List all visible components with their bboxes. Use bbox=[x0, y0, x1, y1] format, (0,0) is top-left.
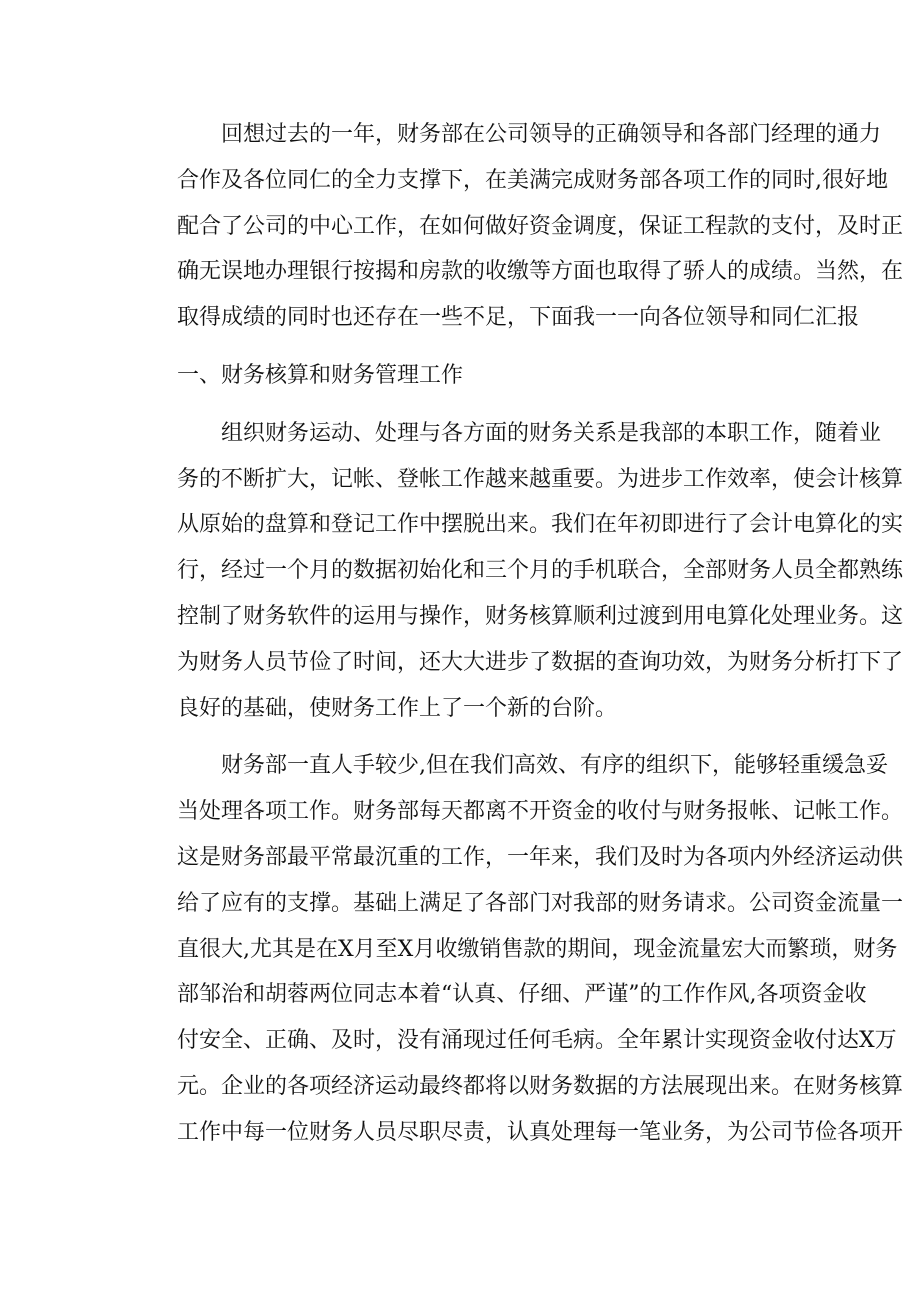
text-line: 元。企业的各项经济运动最终都将以财务数据的方法展现出来。在财务核算 bbox=[177, 1073, 904, 1099]
paragraph-intro bbox=[133, 112, 904, 341]
text-line: 配合了公司的中心工作，在如何做好资金调度，保证工程款的支付，及时正 bbox=[177, 213, 904, 239]
text-line: 回想过去的一年，财务部在公司领导的正确领导和各部门经理的通力 bbox=[221, 122, 882, 147]
text-line: 控制了财务软件的运用与操作，财务核算顺利过渡到用电算化处理业务。这 bbox=[177, 603, 904, 629]
text-line: 这是财务部最平常最沉重的工作，一年来，我们及时为各项内外经济运动供 bbox=[177, 844, 904, 870]
text-line: 财务部一直人手较少,但在我们高效、有序的组织下，能够轻重缓急妥 bbox=[221, 753, 888, 779]
text-line: 行，经过一个月的数据初始化和三个月的手机联合，全部财务人员全都熟练 bbox=[177, 558, 904, 584]
paragraph-staffing bbox=[133, 743, 904, 1155]
section-heading: 一、财务核算和财务管理工作 bbox=[177, 362, 464, 388]
text-line: 确无误地办理银行按揭和房款的收缴等方面也取得了骄人的成绩。当然，在 bbox=[177, 259, 904, 285]
text-line: 取得成绩的同时也还存在一些不足，下面我一一向各位领导和同仁汇报 bbox=[177, 305, 860, 331]
text-line: 合作及各位同仁的全力支撑下，在美满完成财务部各项工作的同时,很好地 bbox=[177, 167, 888, 193]
text-line: 工作中每一位财务人员尽职尽责，认真处理每一笔业务，为公司节俭各项开 bbox=[177, 1119, 904, 1145]
text-line: 付安全、正确、及时，没有涌现过任何毛病。全年累计实现资金收付达X万 bbox=[177, 1028, 897, 1054]
document-page bbox=[133, 112, 904, 1156]
text-line: 给了应有的支撑。基础上满足了各部门对我部的财务请求。公司资金流量一 bbox=[177, 890, 904, 916]
text-line: 组织财务运动、处理与各方面的财务关系是我部的本职工作，随着业 bbox=[221, 420, 882, 446]
text-line: 为财务人员节俭了时间，还大大进步了数据的查询功效，为财务分析打下了 bbox=[177, 649, 904, 675]
text-line: 直很大,尤其是在X月至X月收缴销售款的期间，现金流量宏大而繁琐，财务 bbox=[177, 936, 898, 962]
text-line: 从原始的盘算和登记工作中摆脱出来。我们在年初即进行了会计电算化的实 bbox=[177, 512, 904, 538]
paragraph-accounting bbox=[133, 411, 904, 732]
text-line: 部邹治和胡蓉两位同志本着“认真、仔细、严谨”的工作作风,各项资金收 bbox=[177, 982, 867, 1008]
text-line: 良好的基础，使财务工作上了一个新的台阶。 bbox=[177, 695, 618, 721]
text-line: 当处理各项工作。财务部每天都离不开资金的收付与财务报帐、记帐工作。 bbox=[177, 799, 904, 825]
text-line: 务的不断扩大，记帐、登帐工作越来越重要。为进步工作效率，使会计核算 bbox=[177, 466, 904, 492]
